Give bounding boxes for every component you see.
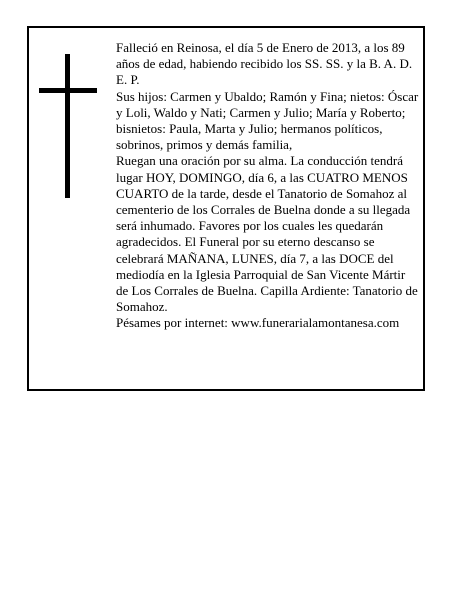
funeral-details: Ruegan una oración por su alma. La conducción tendrá lugar HOY, DOMINGO, día 6, a las CUATRO MENOS CUARTO de la tarde, desde el Tanatorio de Somahoz al cementerio de los Corrales de Buelna donde a su llegada será inhumado. Favores por los cuales les quedarán agradecidos. El Funeral por su eterno descanso se celebrará MAÑANA, LUNES, día 7, a las DOCE del mediodía en la Iglesia Parroquial de San Vicente Mártir de Los Corrales de Buelna. Capilla Ardiente: Tanatorio de Somahoz. — [116, 153, 418, 315]
latin-cross-icon — [39, 54, 97, 198]
family-list: Sus hijos: Carmen y Ubaldo; Ramón y Fina; nietos: Óscar y Loli, Waldo y Nati; Carmen y Julio; María y Roberto; bisnietos: Paula, Marta y Julio; hermanos políticos, sobrinos, primos y demás familia, — [116, 88, 419, 153]
cross-vertical-bar — [65, 54, 70, 198]
death-announcement: Falleció en Reinosa, el día 5 de Enero de 2013, a los 89 años de edad, habiendo recibido los SS. SS. y la B. A. D. E. P. — [116, 40, 413, 88]
notice-body — [116, 40, 420, 332]
obituary-notice — [27, 26, 425, 391]
cross-horizontal-bar — [39, 88, 97, 93]
online-condolences: Pésames por internet: www.funerarialamontanesa.com — [116, 315, 400, 331]
